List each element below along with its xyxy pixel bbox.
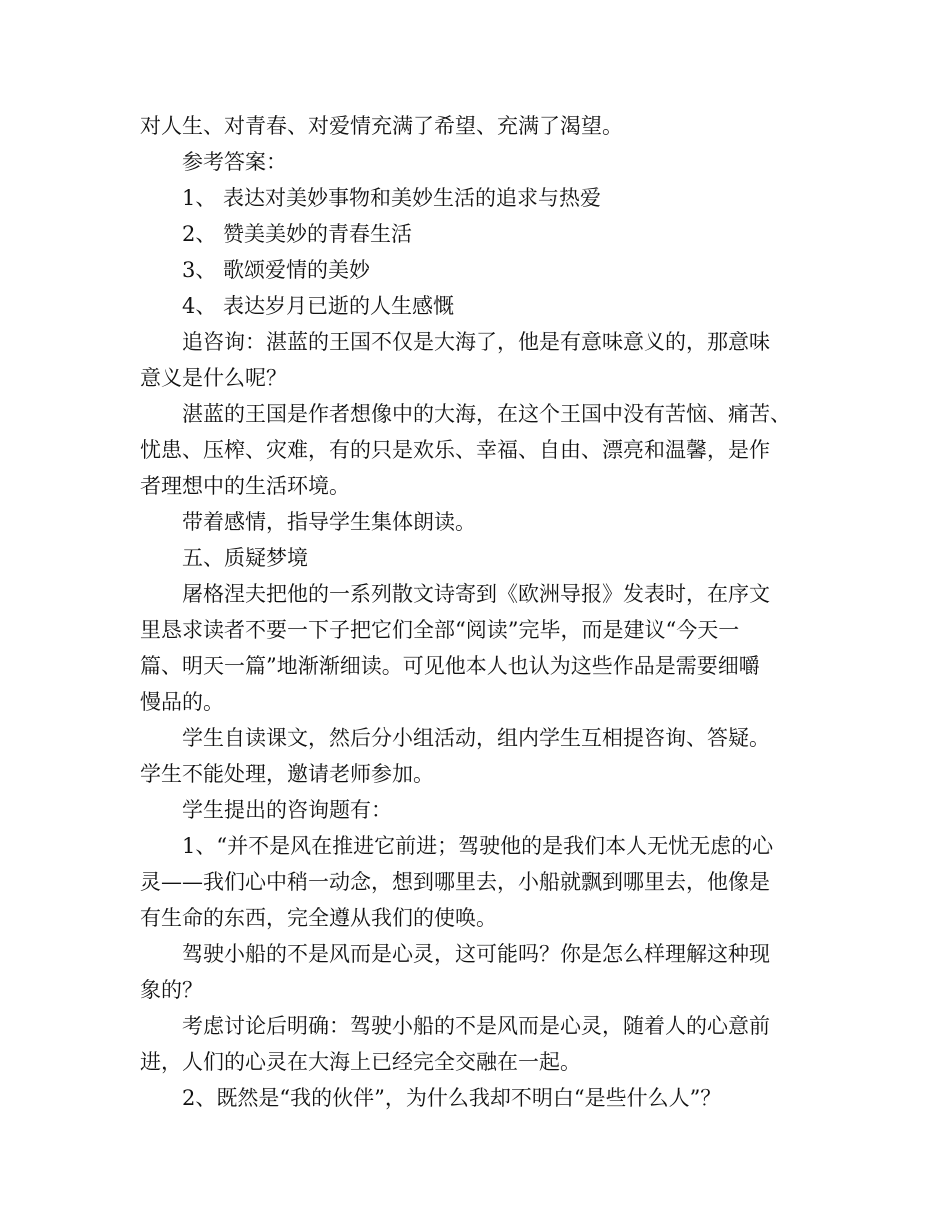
- list-item: 4、 表达岁月已逝的人生感慨: [182, 294, 455, 318]
- text-line: 1、“并不是风在推进它前进；驾驶他的是我们本人无忧无虑的心: [182, 834, 774, 858]
- text-line: 屠格涅夫把他的一系列散文诗寄到《欧洲导报》发表时，在序文: [182, 582, 770, 606]
- text-line: 考虑讨论后明确：驾驶小船的不是风而是心灵，随着人的心意前: [182, 1014, 770, 1038]
- text-line: 篇、明天一篇”地渐渐细读。可见他本人也认为这些作品是需要细嚼: [140, 654, 760, 678]
- text-line: 带着感情，指导学生集体朗读。: [182, 510, 476, 534]
- text-line: 湛蓝的王国是作者想像中的大海，在这个王国中没有苦恼、痛苦、: [182, 402, 791, 426]
- text-line: 进，人们的心灵在大海上已经完全交融在一起。: [140, 1050, 581, 1074]
- text-line: 参考答案：: [182, 150, 287, 174]
- text-line: 有生命的东西，完全遵从我们的使唤。: [140, 906, 497, 930]
- section-heading: 五、质疑梦境: [182, 546, 308, 570]
- text-line: 忧患、压榨、灾难，有的只是欢乐、幸福、自由、漂亮和温馨，是作: [140, 438, 770, 462]
- text-line: 驾驶小船的不是风而是心灵，这可能吗？你是怎么样理解这种现: [182, 942, 770, 966]
- list-item: 2、 赞美美妙的青春生活: [182, 222, 413, 246]
- text-line: 学生不能处理，邀请老师参加。: [140, 762, 434, 786]
- text-line: 慢品的。: [140, 690, 224, 714]
- text-line: 象的？: [140, 978, 203, 1002]
- text-line: 灵——我们心中稍一动念，想到哪里去，小船就飘到哪里去，他像是: [140, 870, 770, 894]
- list-item: 1、 表达对美妙事物和美妙生活的追求与热爱: [182, 186, 602, 210]
- text-line: 里恳求读者不要一下子把它们全部“阅读”完毕，而是建议“今天一: [140, 618, 740, 642]
- text-line: 2、既然是“我的伙伴”，为什么我却不明白“是些什么人”？: [182, 1086, 722, 1110]
- text-line: 意义是什么呢？: [140, 366, 287, 390]
- text-line: 学生自读课文，然后分小组活动，组内学生互相提咨询、答疑。: [182, 726, 770, 750]
- text-line: 学生提出的咨询题有：: [182, 798, 392, 822]
- text-line: 对人生、对青春、对爱情充满了希望、充满了渴望。: [140, 114, 623, 138]
- text-line: 追咨询：湛蓝的王国不仅是大海了，他是有意味意义的，那意味: [182, 330, 770, 354]
- list-item: 3、 歌颂爱情的美妙: [182, 258, 371, 282]
- text-line: 者理想中的生活环境。: [140, 474, 350, 498]
- document-body: [140, 108, 840, 1116]
